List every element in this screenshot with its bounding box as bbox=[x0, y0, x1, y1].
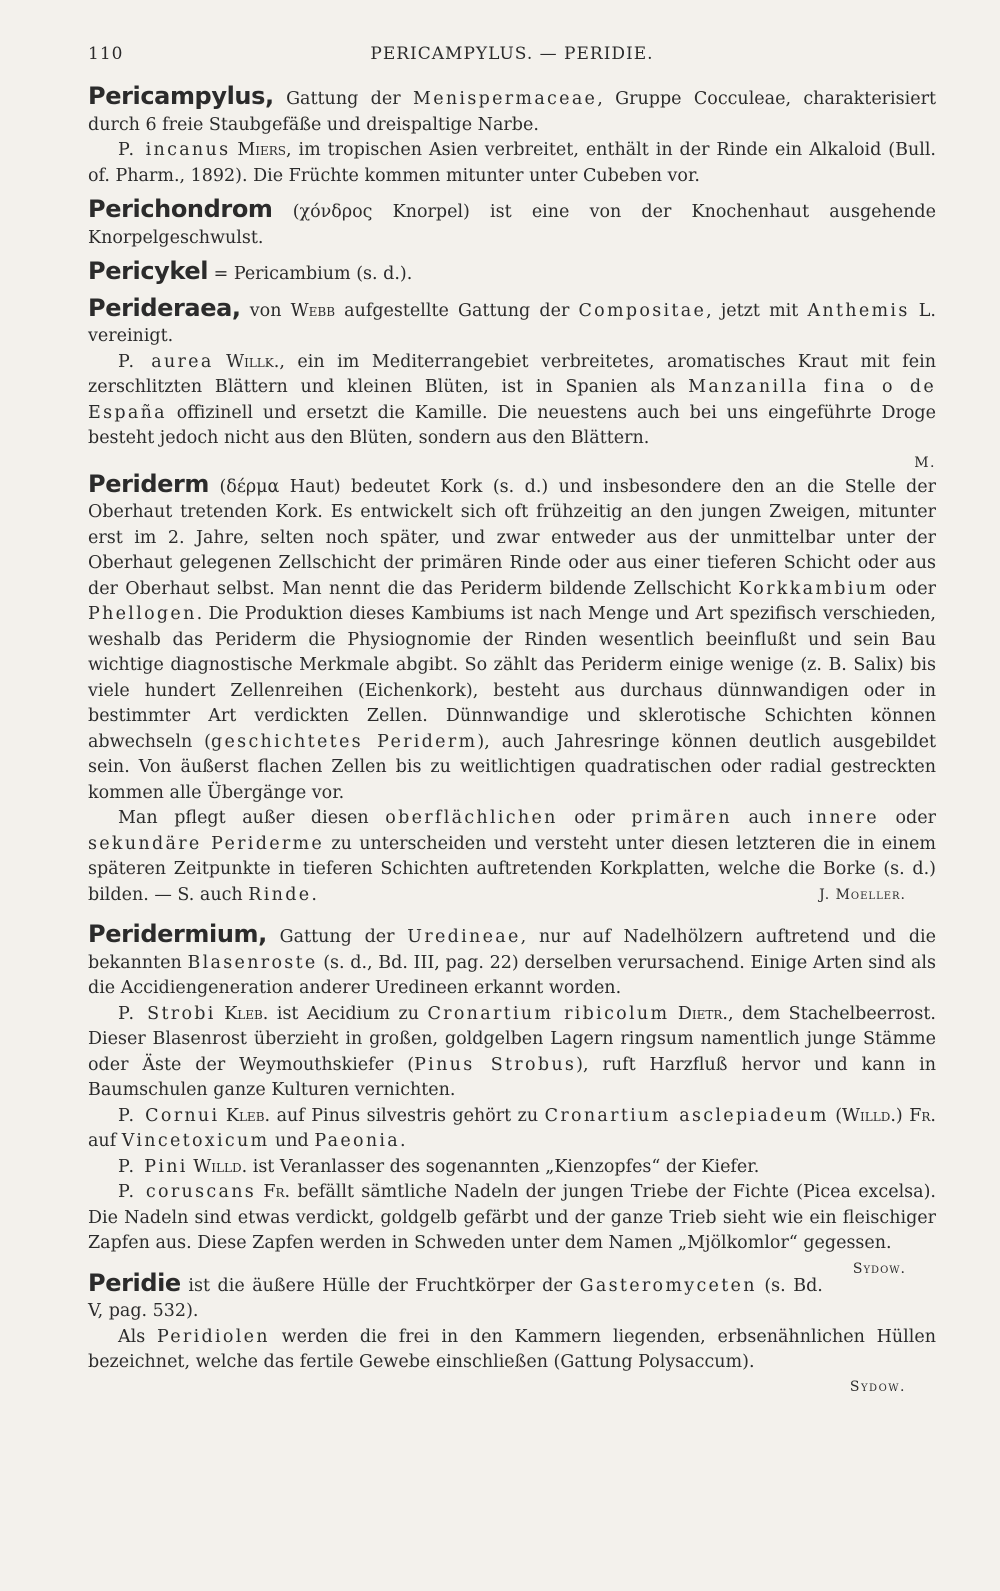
author-signature: M. bbox=[914, 454, 936, 471]
paragraph-text: Als bbox=[118, 1326, 146, 1347]
author-name: Willk. bbox=[226, 351, 280, 372]
spaced-term: Compositae bbox=[578, 300, 707, 321]
spaced-term: Rinde bbox=[248, 884, 312, 905]
headword: Pericampylus, bbox=[88, 82, 274, 110]
paragraph-text: , dem Stachelbeerrost. Dieser Blasenrost überzieht in großen, goldgelben Lagern ringsum namentlich junge Stämme oder Äste der Weymouthskiefer ( bbox=[88, 1003, 936, 1075]
spaced-term: Pinus Strobus bbox=[414, 1054, 577, 1075]
entry-text: = Pericambium (s. d.). bbox=[213, 264, 413, 284]
paragraph-text: ist Veranlasser des sogenannten „Kienzopfes“ der Kiefer. bbox=[252, 1156, 760, 1177]
spaced-term: innere bbox=[807, 808, 879, 828]
spaced-term: Cronartium ribicolum bbox=[427, 1003, 670, 1024]
headword: Perideraea, bbox=[88, 293, 241, 322]
entry-text: aufgestellte Gattung der bbox=[344, 300, 570, 321]
species-name: P. Pini bbox=[118, 1156, 188, 1177]
paragraph-text: zu unterscheiden und versteht unter diesen letzteren die in einem späteren Zeitpunkte in tieferen Schichten auftretenden Korkplatten, welche die Borke (s. d.) bilden. — S. auch bbox=[88, 833, 936, 905]
author-name: Kleb. bbox=[224, 1003, 269, 1024]
species-name: P. Cornui bbox=[118, 1105, 220, 1126]
entry-text: oder bbox=[895, 578, 936, 599]
headword: Perichondrom bbox=[88, 195, 273, 223]
paragraph-text: oder bbox=[574, 808, 615, 828]
entry-text: Gattung der bbox=[279, 927, 395, 947]
spaced-term: Peridiolen bbox=[156, 1326, 270, 1347]
entry-perideraea bbox=[88, 293, 936, 350]
entry-text: von bbox=[249, 300, 282, 321]
headword: Periderm bbox=[88, 469, 210, 498]
spaced-term: Gasteromyceten bbox=[579, 1275, 757, 1296]
spaced-term: Menispermaceae bbox=[412, 89, 598, 109]
headword: Peridie bbox=[88, 1268, 181, 1297]
author-name: (Willd.) bbox=[835, 1105, 903, 1126]
author-name: Miers bbox=[237, 140, 286, 160]
page-number: 110 bbox=[88, 44, 124, 64]
running-title: PERICAMPYLUS. — PERIDIE. bbox=[370, 44, 654, 64]
spaced-term: oberflächlichen bbox=[385, 808, 558, 828]
entry-text: Gattung der bbox=[286, 89, 401, 109]
paragraph-text: werden die frei in den Kammern liegenden, erbsenähnlichen Hüllen bezeichnet, welche das fertile Gewebe einschließen (Gattung Polysaccum). bbox=[88, 1326, 936, 1372]
paragraph-text: offizinell und ersetzt die Kamille. Die neuestens auch bei uns eingeführte Droge besteht jedoch nicht aus den Blüten, sondern aus den Blättern. bbox=[88, 402, 936, 448]
paragraph-text: und bbox=[275, 1131, 309, 1151]
entry-text: (χόνδρος Knorpel) ist eine von der Knochenhaut ausgehende Knorpelgeschwulst. bbox=[88, 202, 936, 248]
paragraph-text: , im tropischen Asien verbreitet, enthält in der Rinde ein Alkaloid (Bull. of. Pharm., 1892). Die Früchte kommen mitunter unter Cubeben vor. bbox=[88, 140, 936, 186]
entry-text: (s. d., Bd. III, pag. 22) derselben verursachend. Einige Arten sind als die Accidiengeneration anderer Uredineen erkannt worden. bbox=[88, 952, 936, 998]
running-header bbox=[88, 44, 936, 68]
entry-text: (s. Bd. V, pag. 532). bbox=[88, 1275, 823, 1321]
paragraph-text: oder bbox=[895, 808, 936, 828]
entry-pericykel bbox=[88, 259, 936, 288]
species-name: P. aurea bbox=[118, 351, 214, 372]
species-name: P. coruscans bbox=[118, 1182, 257, 1202]
paragraph-text: ist Aecidium zu bbox=[276, 1003, 419, 1024]
spaced-term: sekundäre Periderme bbox=[88, 833, 325, 854]
paragraph-text: befällt sämtliche Nadeln der jungen Triebe der Fichte (Picea excelsa). Die Nadeln sind etwas verdickt, goldgelb gefärbt und der ganze Trieb sieht wie ein fleischiger Zapfen aus. Diese Zapfen werden in Schweden unter dem Namen „Mjölkomlor“ gegessen. bbox=[88, 1182, 936, 1253]
species-name: P. Strobi bbox=[118, 1003, 216, 1024]
author-signature: Sydow. bbox=[849, 1378, 906, 1395]
spaced-term: Vincetoxicum bbox=[121, 1131, 270, 1151]
author-name: Fr. bbox=[909, 1105, 936, 1126]
species-paragraph bbox=[88, 1155, 936, 1181]
paragraph-text: ), ruft Harzfluß hervor und kann in Baumschulen ganze Kulturen vernichten. bbox=[88, 1054, 937, 1100]
paragraph-text: auf bbox=[88, 1131, 117, 1151]
species-paragraph bbox=[88, 1002, 936, 1104]
species-name: P. incanus bbox=[118, 140, 231, 160]
entry-text: . Die Produktion dieses Kambiums ist nach Menge und Art spezifisch verschieden, weshalb das Periderm die Physiognomie der Rinden wesentlich beeinflußt und sein Bau wichtige diagnostische Merkmale abgibt. So zählt das Periderm einige wenige (z. B. Salix) bis viele hundert Zellenreihen (Eichenkork), besteht aus durchaus dünnwandigen oder in bestimmter Art verdickten Zellen. Dünnwandige und sklerotische Schichten können abwechseln ( bbox=[88, 604, 936, 752]
entry-text: ), auch Jahresringe können deutlich ausgebildet sein. Von äußerst flachen Zellen bis zu weitlichtigen quadratischen oder radial gestreckten kommen alle Übergänge vor. bbox=[88, 731, 937, 803]
entry-text: (δέρμα Haut) bedeutet Kork (s. d.) und insbesondere den an die Stelle der Oberhaut tretenden Kork. Es entwickelt sich oft frühzeitig an den jungen Zweigen, mitunter erst im 2. Jahre, selten noch später, und zwar entweder aus der unmittelbar unter der Oberhaut gelegenen Zellschicht der primären Rinde oder aus einer tieferen Schicht oder aus der Oberhaut selbst. Man nennt die das Periderm bildende Zellschicht bbox=[88, 476, 936, 599]
paragraph-text: . bbox=[400, 1131, 406, 1151]
entry-text: ist die äußere Hülle der Fruchtkörper der bbox=[188, 1275, 573, 1296]
periderm-paragraph-2 bbox=[88, 806, 936, 908]
author-name: Dietr. bbox=[677, 1003, 728, 1024]
spaced-term: Phellogen bbox=[88, 604, 197, 624]
entry-peridermium bbox=[88, 922, 936, 1002]
species-paragraph bbox=[88, 1180, 936, 1277]
author-signature: J. Moeller. bbox=[819, 886, 906, 903]
spaced-term: primären bbox=[631, 808, 732, 828]
species-paragraph bbox=[88, 350, 936, 452]
spaced-term: Blasenroste bbox=[187, 952, 318, 973]
paragraph-text: Man pflegt außer diesen bbox=[118, 808, 369, 828]
paragraph-text: . bbox=[311, 884, 317, 905]
spaced-term: geschichtetes Periderm bbox=[211, 731, 478, 752]
entry-pericampylus bbox=[88, 84, 936, 138]
author-name: Webb bbox=[290, 300, 336, 321]
spaced-term: Anthemis bbox=[807, 300, 910, 321]
spaced-term: Cronartium asclepiadeum bbox=[544, 1105, 829, 1126]
author-name: Kleb. bbox=[225, 1105, 271, 1126]
author-name: Willd. bbox=[193, 1156, 248, 1177]
headword: Pericykel bbox=[88, 257, 209, 285]
spaced-term: Uredineae bbox=[407, 927, 521, 947]
paragraph-text: auch bbox=[748, 808, 792, 828]
spaced-term: Korkkambium bbox=[738, 578, 889, 599]
body-text bbox=[88, 84, 936, 1396]
author-name: Fr. bbox=[263, 1182, 291, 1202]
entry-text: , Gruppe Cocculeae, charakterisiert durch 6 freie Staubgefäße und dreispaltige Narbe. bbox=[88, 89, 936, 135]
entry-text: , jetzt mit bbox=[706, 300, 799, 321]
spaced-term: Paeonia bbox=[314, 1131, 401, 1151]
paragraph-text: auf Pinus silvestris gehört zu bbox=[276, 1105, 539, 1126]
species-paragraph bbox=[88, 138, 936, 189]
entry-periderm bbox=[88, 469, 937, 807]
paragraph-text: , ein im Mediterrangebiet verbreitetes, aromatisches Kraut mit fein zerschlitzten Blättern und kleinen Blüten, ist in Spanien als bbox=[88, 351, 936, 397]
entry-perichondrom bbox=[88, 197, 936, 251]
headword: Peridermium, bbox=[88, 920, 267, 948]
peridie-paragraph-2 bbox=[88, 1325, 936, 1376]
species-paragraph bbox=[88, 1104, 936, 1155]
entry-text: , nur auf Nadelhölzern auftretend und die bekannten bbox=[88, 927, 936, 973]
author-signature: Sydow. bbox=[852, 1260, 906, 1277]
spaced-term: Manzanilla fina o de España bbox=[88, 377, 936, 423]
entry-text: L. vereinigt. bbox=[88, 300, 936, 346]
